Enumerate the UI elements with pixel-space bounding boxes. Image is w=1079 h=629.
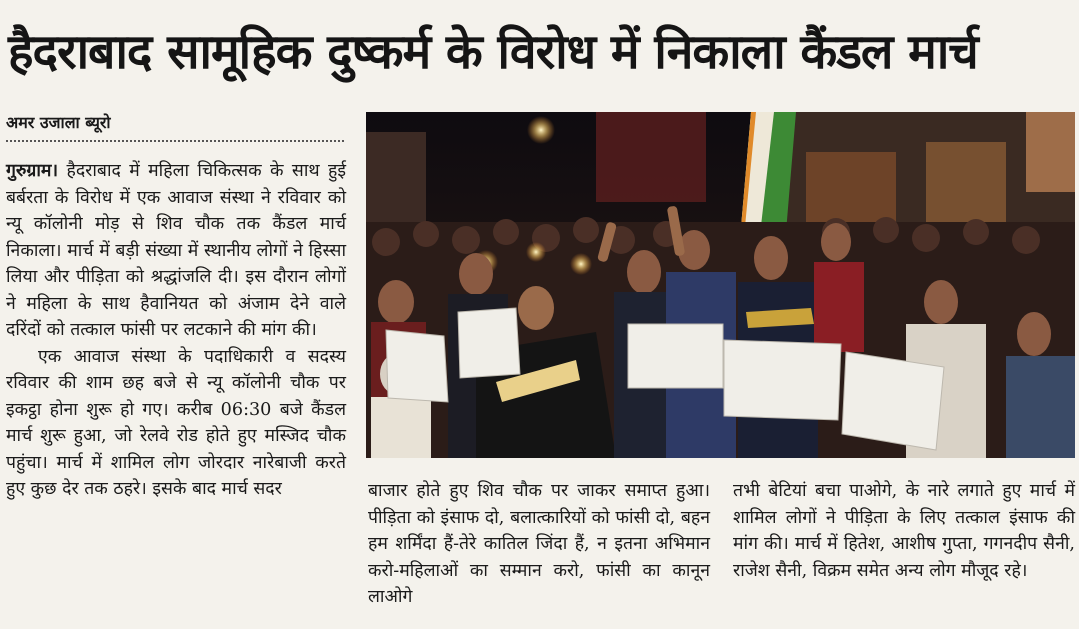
article-column-1 bbox=[6, 158, 346, 503]
article-column-3: तभी बेटियां बचा पाओगे, के नारे लगाते हुए मार्च में शामिल लोगों ने पीड़िता के लिए तत्काल इंसाफ की मांग की। मार्च में हितेश, आशीष गुप्ता, गगनदीप सैनी, राजेश सैनी, विक्रम समेत अन्य लोग मौजूद रहे। bbox=[733, 481, 1075, 581]
dateline: गुरुग्राम। bbox=[6, 160, 59, 181]
paragraph-1 bbox=[6, 158, 346, 344]
paragraph-2: एक आवाज संस्था के पदाधिकारी व सदस्य रविवार की शाम छह बजे से न्यू कॉलोनी चौक पर इकट्ठा होना शुरू हो गए। करीब 06:30 बजे कैंडल मार्च शुरू हुआ, जो रेलवे रोड होते हुए मस्जिद चौक पहुंचा। मार्च में शामिल लोग जोरदार नारेबाजी करते हुए कुछ देर तक ठहरे। इसके बाद मार्च सदर bbox=[6, 346, 346, 499]
headline: हैदराबाद सामूहिक दुष्कर्म के विरोध में निकाला कैंडल मार्च bbox=[8, 24, 978, 80]
news-photo bbox=[366, 112, 1075, 458]
byline: अमर उजाला ब्यूरो bbox=[6, 113, 111, 132]
candle-march-photo bbox=[366, 112, 1075, 458]
byline-divider bbox=[6, 140, 344, 142]
article-column-2: बाजार होते हुए शिव चौक पर जाकर समाप्त हुआ। पीड़िता को इंसाफ दो, बलात्कारियों को फांसी दो, बहन हम शर्मिंदा हैं-तेरे कातिल जिंदा हैं, न इतना अभिमान करो-महिलाओं का सम्मान करो, फांसी का कानून लाओगे bbox=[368, 481, 710, 607]
paragraph-1-text: हैदराबाद में महिला चिकित्सक के साथ हुई बर्बरता के विरोध में एक आवाज संस्था ने रविवार को न्यू कॉलोनी मोड़ से शिव चौक तक कैंडल मार्च निकाला। मार्च में बड़ी संख्या में स्थानीय लोगों ने हिस्सा लिया और पीड़िता को श्रद्धांजलि दी। इस दौरान लोगों ने महिला के साथ हैवानियत को अंजाम देने वाले दरिंदों को तत्काल फांसी पर लटकाने की मांग की। bbox=[6, 161, 346, 340]
